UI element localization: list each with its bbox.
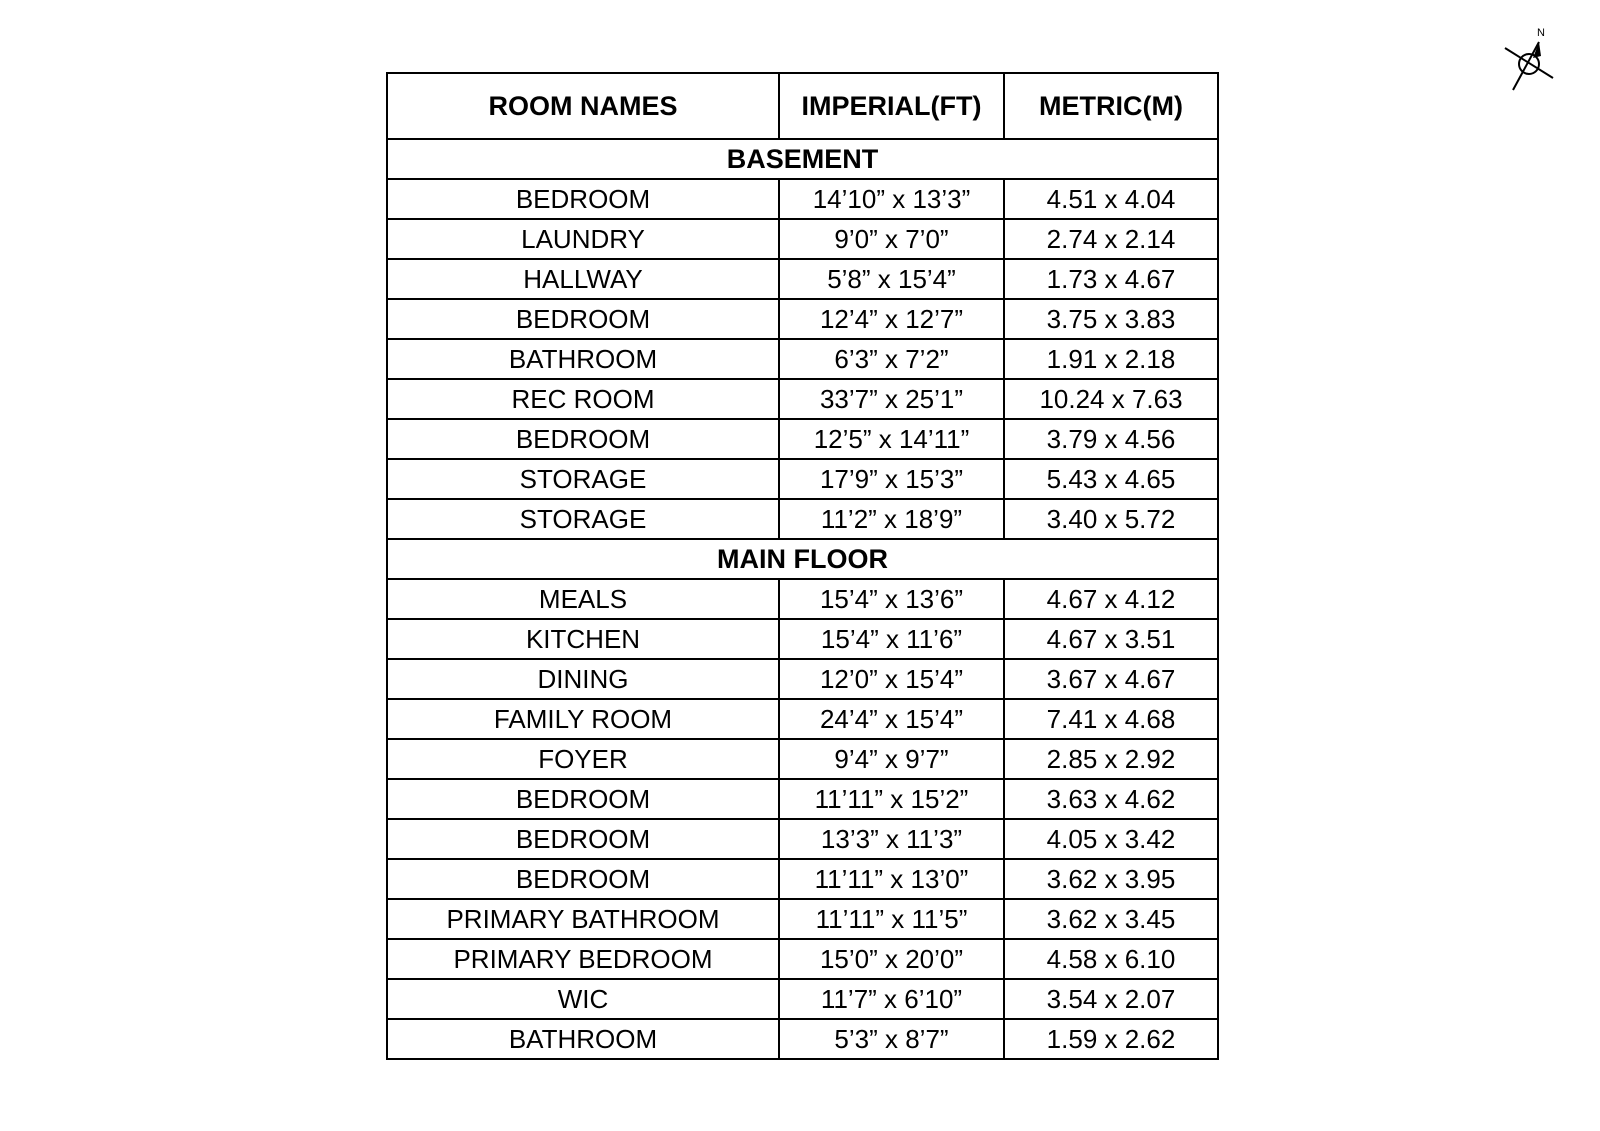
- room-name-cell: PRIMARY BATHROOM: [387, 899, 779, 939]
- table-row: [387, 259, 1218, 299]
- room-name-cell: DINING: [387, 659, 779, 699]
- metric-cell: 3.40 x 5.72: [1004, 499, 1218, 539]
- table-row: [387, 739, 1218, 779]
- room-name-cell: BEDROOM: [387, 299, 779, 339]
- table-row: [387, 619, 1218, 659]
- metric-cell: 1.91 x 2.18: [1004, 339, 1218, 379]
- compass-icon: [1495, 22, 1565, 98]
- imperial-cell: 12’4” x 12’7”: [779, 299, 1004, 339]
- table-body: [387, 139, 1218, 1059]
- metric-cell: 4.51 x 4.04: [1004, 179, 1218, 219]
- imperial-cell: 24’4” x 15’4”: [779, 699, 1004, 739]
- imperial-cell: 5’8” x 15’4”: [779, 259, 1004, 299]
- table-row: [387, 299, 1218, 339]
- imperial-cell: 6’3” x 7’2”: [779, 339, 1004, 379]
- metric-cell: 3.75 x 3.83: [1004, 299, 1218, 339]
- table-row: [387, 419, 1218, 459]
- section-row: [387, 139, 1218, 179]
- metric-cell: 3.63 x 4.62: [1004, 779, 1218, 819]
- table-row: [387, 699, 1218, 739]
- table-row: [387, 899, 1218, 939]
- table-row: [387, 819, 1218, 859]
- metric-cell: 1.59 x 2.62: [1004, 1019, 1218, 1059]
- imperial-cell: 15’0” x 20’0”: [779, 939, 1004, 979]
- metric-cell: 4.58 x 6.10: [1004, 939, 1218, 979]
- room-name-cell: BEDROOM: [387, 179, 779, 219]
- section-title: MAIN FLOOR: [387, 539, 1218, 579]
- metric-cell: 10.24 x 7.63: [1004, 379, 1218, 419]
- section-row: [387, 539, 1218, 579]
- header-imperial: IMPERIAL(FT): [779, 73, 1004, 139]
- header-room-names: ROOM NAMES: [387, 73, 779, 139]
- room-name-cell: KITCHEN: [387, 619, 779, 659]
- metric-cell: 2.85 x 2.92: [1004, 739, 1218, 779]
- compass-north-label: N: [1537, 27, 1545, 39]
- room-name-cell: STORAGE: [387, 499, 779, 539]
- imperial-cell: 15’4” x 11’6”: [779, 619, 1004, 659]
- room-name-cell: WIC: [387, 979, 779, 1019]
- metric-cell: 3.62 x 3.95: [1004, 859, 1218, 899]
- imperial-cell: 11’11” x 13’0”: [779, 859, 1004, 899]
- metric-cell: 3.54 x 2.07: [1004, 979, 1218, 1019]
- imperial-cell: 11’11” x 15’2”: [779, 779, 1004, 819]
- imperial-cell: 11’2” x 18’9”: [779, 499, 1004, 539]
- room-name-cell: BEDROOM: [387, 419, 779, 459]
- imperial-cell: 5’3” x 8’7”: [779, 1019, 1004, 1059]
- room-name-cell: BEDROOM: [387, 779, 779, 819]
- table-row: [387, 579, 1218, 619]
- imperial-cell: 11’11” x 11’5”: [779, 899, 1004, 939]
- metric-cell: 3.79 x 4.56: [1004, 419, 1218, 459]
- room-name-cell: HALLWAY: [387, 259, 779, 299]
- room-name-cell: FOYER: [387, 739, 779, 779]
- table-row: [387, 779, 1218, 819]
- metric-cell: 4.05 x 3.42: [1004, 819, 1218, 859]
- imperial-cell: 13’3” x 11’3”: [779, 819, 1004, 859]
- table-row: [387, 459, 1218, 499]
- table-row: [387, 179, 1218, 219]
- room-name-cell: FAMILY ROOM: [387, 699, 779, 739]
- north-compass: [1495, 22, 1565, 98]
- metric-cell: 1.73 x 4.67: [1004, 259, 1218, 299]
- metric-cell: 5.43 x 4.65: [1004, 459, 1218, 499]
- metric-cell: 2.74 x 2.14: [1004, 219, 1218, 259]
- table-row: [387, 939, 1218, 979]
- room-name-cell: STORAGE: [387, 459, 779, 499]
- room-name-cell: MEALS: [387, 579, 779, 619]
- table-row: [387, 859, 1218, 899]
- imperial-cell: 11’7” x 6’10”: [779, 979, 1004, 1019]
- table-row: [387, 339, 1218, 379]
- table-row: [387, 1019, 1218, 1059]
- section-title: BASEMENT: [387, 139, 1218, 179]
- table-row: [387, 659, 1218, 699]
- imperial-cell: 12’5” x 14’11”: [779, 419, 1004, 459]
- room-name-cell: BATHROOM: [387, 1019, 779, 1059]
- imperial-cell: 17’9” x 15’3”: [779, 459, 1004, 499]
- table-row: [387, 499, 1218, 539]
- room-name-cell: PRIMARY BEDROOM: [387, 939, 779, 979]
- imperial-cell: 12’0” x 15’4”: [779, 659, 1004, 699]
- room-dimensions-table: [386, 72, 1219, 1060]
- header-metric: METRIC(M): [1004, 73, 1218, 139]
- metric-cell: 4.67 x 4.12: [1004, 579, 1218, 619]
- room-name-cell: BEDROOM: [387, 859, 779, 899]
- metric-cell: 7.41 x 4.68: [1004, 699, 1218, 739]
- imperial-cell: 9’0” x 7’0”: [779, 219, 1004, 259]
- metric-cell: 4.67 x 3.51: [1004, 619, 1218, 659]
- metric-cell: 3.62 x 3.45: [1004, 899, 1218, 939]
- room-name-cell: BATHROOM: [387, 339, 779, 379]
- table-row: [387, 219, 1218, 259]
- table-row: [387, 379, 1218, 419]
- imperial-cell: 33’7” x 25’1”: [779, 379, 1004, 419]
- room-name-cell: REC ROOM: [387, 379, 779, 419]
- table-row: [387, 979, 1218, 1019]
- room-name-cell: LAUNDRY: [387, 219, 779, 259]
- table-header-row: [387, 73, 1218, 139]
- imperial-cell: 14’10” x 13’3”: [779, 179, 1004, 219]
- imperial-cell: 15’4” x 13’6”: [779, 579, 1004, 619]
- metric-cell: 3.67 x 4.67: [1004, 659, 1218, 699]
- imperial-cell: 9’4” x 9’7”: [779, 739, 1004, 779]
- room-name-cell: BEDROOM: [387, 819, 779, 859]
